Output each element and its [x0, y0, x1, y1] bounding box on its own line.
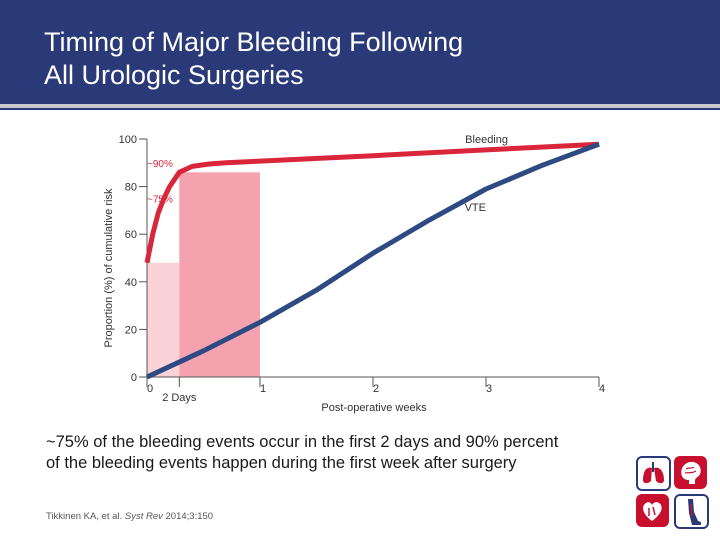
- x-tick-label: 4: [598, 383, 606, 395]
- series-label-vte: VTE: [464, 201, 486, 214]
- organ-logo: [636, 456, 708, 528]
- title-banner: [0, 0, 720, 110]
- y-axis-label: Proportion (%) of cumulative risk: [103, 188, 115, 348]
- summary-text: [46, 432, 646, 474]
- x-tick-label: 1: [259, 383, 267, 395]
- y-tick-label: 100: [118, 134, 137, 146]
- two-days-label: 2 Days: [162, 392, 197, 404]
- y-tick-label: 60: [124, 229, 137, 242]
- title-line-1: Timing of Major Bleeding Following: [44, 27, 464, 57]
- summary-line-2: of the bleeding events happen during the first week after surgery: [46, 454, 517, 472]
- cumulative-risk-chart: [0, 110, 720, 425]
- annotation-2: ~75%: [147, 194, 173, 206]
- citation: [46, 511, 213, 522]
- brain-icon: [674, 456, 707, 489]
- x-tick-label: 2: [372, 383, 380, 395]
- y-tick-label: 40: [124, 276, 137, 289]
- annotation-1: ~90%: [147, 158, 173, 170]
- page-title: [44, 26, 664, 92]
- y-tick-label: 20: [124, 324, 137, 337]
- shaded-region-2: [179, 172, 260, 377]
- x-tick-label: 0: [146, 383, 154, 395]
- heart-icon: [636, 494, 669, 527]
- x-tick-label: 3: [485, 383, 493, 395]
- citation-authors: Tikkinen KA, et al.: [46, 511, 125, 522]
- x-axis-label: Post-operative weeks: [321, 402, 427, 414]
- citation-journal: Syst Rev: [124, 511, 163, 522]
- series-label-bleeding: Bleeding: [465, 134, 508, 146]
- citation-rest: 2014;3:150: [162, 511, 214, 522]
- leg-icon: [674, 494, 709, 529]
- shaded-region-1: [147, 263, 179, 377]
- y-tick-label: 80: [124, 181, 137, 194]
- title-line-2: All Urologic Surgeries: [44, 60, 304, 90]
- summary-line-1: ~75% of the bleeding events occur in the first 2 days and 90% percent: [46, 433, 559, 451]
- header-divider: [0, 104, 720, 108]
- y-tick-label: 0: [130, 372, 137, 384]
- lungs-icon: [636, 456, 671, 491]
